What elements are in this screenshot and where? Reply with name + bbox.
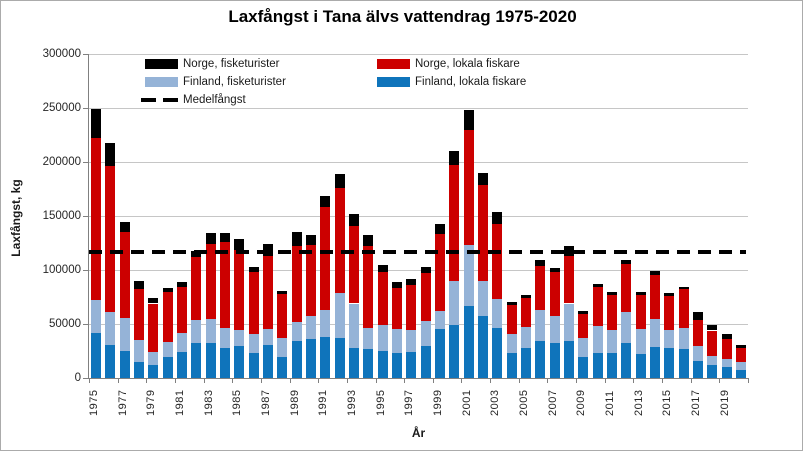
x-tick-label: 1989 bbox=[288, 389, 301, 416]
x-tick-label: 2009 bbox=[575, 389, 588, 416]
bar-2000-finland-fisketurister bbox=[449, 281, 459, 325]
bar-1986-finland-lokala-fiskare bbox=[249, 353, 259, 378]
bar-1985-finland-lokala-fiskare bbox=[234, 346, 244, 378]
bar-1989-finland-fisketurister bbox=[292, 322, 302, 340]
bar-1978-finland-fisketurister bbox=[134, 340, 144, 362]
bar-1979-finland-fisketurister bbox=[148, 352, 158, 365]
x-axis-title: År bbox=[411, 426, 426, 440]
legend-item-finland-fisketurister bbox=[145, 76, 286, 88]
x-axis-tick bbox=[433, 379, 434, 383]
bar-2015-finland-fisketurister bbox=[664, 330, 674, 348]
bar-2019-norge-lokala-fiskare bbox=[722, 339, 732, 358]
bar-1992-finland-fisketurister bbox=[335, 293, 345, 338]
bar-1981-norge-fisketurister bbox=[177, 282, 187, 287]
bar-2012-finland-lokala-fiskare bbox=[621, 343, 631, 378]
bar-1995-norge-lokala-fiskare bbox=[378, 272, 388, 325]
y-tick-label: 200000 bbox=[42, 156, 81, 168]
x-axis-tick bbox=[290, 379, 291, 383]
bar-2018-finland-fisketurister bbox=[707, 356, 717, 365]
bar-1991-norge-lokala-fiskare bbox=[320, 207, 330, 310]
bar-2014-norge-fisketurister bbox=[650, 271, 660, 275]
bar-1997-finland-fisketurister bbox=[406, 330, 416, 352]
bar-1978-finland-lokala-fiskare bbox=[134, 362, 144, 378]
bar-2007-finland-fisketurister bbox=[550, 316, 560, 344]
bar-1987-norge-lokala-fiskare bbox=[263, 256, 273, 329]
gridline bbox=[89, 54, 748, 55]
bar-2005-finland-lokala-fiskare bbox=[521, 348, 531, 378]
legend-swatch-medelfangst-dashed-line bbox=[141, 98, 178, 102]
bar-1986-norge-lokala-fiskare bbox=[249, 272, 259, 335]
bar-2007-norge-fisketurister bbox=[550, 268, 560, 271]
bar-1993-norge-lokala-fiskare bbox=[349, 226, 359, 304]
bar-2015-norge-lokala-fiskare bbox=[664, 296, 674, 330]
x-tick-label: 1991 bbox=[317, 389, 330, 416]
bar-1988-norge-fisketurister bbox=[277, 291, 287, 295]
mean-line-medelfangst bbox=[89, 250, 746, 254]
x-tick-label: 2013 bbox=[632, 389, 645, 416]
x-axis-tick bbox=[146, 379, 147, 383]
y-tick-label: 250000 bbox=[42, 102, 81, 114]
bar-1981-finland-fisketurister bbox=[177, 333, 187, 352]
bar-2020-norge-lokala-fiskare bbox=[736, 348, 746, 362]
x-tick-label: 1997 bbox=[403, 389, 416, 416]
y-tick-label: 150000 bbox=[42, 210, 81, 222]
x-tick-label: 2011 bbox=[603, 390, 616, 416]
bar-2005-norge-lokala-fiskare bbox=[521, 298, 531, 327]
bar-2004-norge-lokala-fiskare bbox=[507, 305, 517, 334]
bar-1984-norge-fisketurister bbox=[220, 233, 230, 242]
bar-1975-finland-lokala-fiskare bbox=[91, 333, 101, 378]
bar-1998-norge-fisketurister bbox=[421, 267, 431, 273]
bar-1980-norge-fisketurister bbox=[163, 288, 173, 292]
bar-1977-norge-lokala-fiskare bbox=[120, 232, 130, 317]
bar-1976-norge-lokala-fiskare bbox=[105, 166, 115, 312]
x-axis-tick bbox=[118, 379, 119, 383]
bar-1994-norge-fisketurister bbox=[363, 235, 373, 246]
x-axis-tick bbox=[576, 379, 577, 383]
bar-2016-norge-fisketurister bbox=[679, 287, 689, 290]
x-axis-tick bbox=[376, 379, 377, 383]
bar-2003-norge-fisketurister bbox=[492, 212, 502, 224]
bar-1981-finland-lokala-fiskare bbox=[177, 352, 187, 378]
bar-2012-norge-lokala-fiskare bbox=[621, 264, 631, 312]
bar-1999-finland-lokala-fiskare bbox=[435, 329, 445, 378]
bar-2016-finland-lokala-fiskare bbox=[679, 349, 689, 378]
x-tick-label: 1975 bbox=[88, 389, 101, 416]
x-tick-label: 1981 bbox=[174, 389, 187, 416]
bar-2020-finland-lokala-fiskare bbox=[736, 370, 746, 378]
bar-1989-finland-lokala-fiskare bbox=[292, 341, 302, 378]
bar-1985-norge-fisketurister bbox=[234, 239, 244, 250]
bar-2015-norge-fisketurister bbox=[664, 293, 674, 296]
bar-2004-finland-lokala-fiskare bbox=[507, 353, 517, 378]
legend-item-norge-fisketurister bbox=[145, 58, 280, 70]
bar-2007-norge-lokala-fiskare bbox=[550, 272, 560, 316]
bar-2010-norge-lokala-fiskare bbox=[593, 287, 603, 326]
x-axis-tick bbox=[633, 379, 634, 383]
bar-2014-norge-lokala-fiskare bbox=[650, 275, 660, 319]
bar-1997-norge-lokala-fiskare bbox=[406, 285, 416, 330]
gridline bbox=[89, 216, 748, 217]
bar-1980-finland-lokala-fiskare bbox=[163, 357, 173, 378]
bar-1991-finland-lokala-fiskare bbox=[320, 337, 330, 378]
x-tick-label: 2003 bbox=[489, 389, 502, 416]
bar-2001-finland-lokala-fiskare bbox=[464, 306, 474, 378]
bar-1987-finland-lokala-fiskare bbox=[263, 345, 273, 378]
bar-1988-finland-fisketurister bbox=[277, 338, 287, 357]
bar-2020-finland-fisketurister bbox=[736, 362, 746, 371]
x-axis-tick bbox=[347, 379, 348, 383]
bar-1996-norge-fisketurister bbox=[392, 282, 402, 287]
y-axis-title: Laxfångst, kg bbox=[9, 179, 23, 257]
bar-2005-norge-fisketurister bbox=[521, 295, 531, 298]
bar-1996-finland-lokala-fiskare bbox=[392, 353, 402, 378]
bar-2012-norge-fisketurister bbox=[621, 260, 631, 264]
bar-1977-finland-fisketurister bbox=[120, 318, 130, 351]
x-axis-tick bbox=[547, 379, 548, 383]
bar-1998-finland-lokala-fiskare bbox=[421, 346, 431, 378]
bar-2005-finland-fisketurister bbox=[521, 327, 531, 348]
bar-1992-finland-lokala-fiskare bbox=[335, 338, 345, 378]
x-axis-tick bbox=[89, 379, 90, 383]
bar-1975-finland-fisketurister bbox=[91, 300, 101, 333]
x-tick-label: 1999 bbox=[431, 389, 444, 416]
legend-swatch-norge-lokala-fiskare bbox=[377, 59, 410, 69]
bar-1984-norge-lokala-fiskare bbox=[220, 242, 230, 327]
x-axis-line bbox=[89, 378, 749, 379]
bar-2012-finland-fisketurister bbox=[621, 312, 631, 344]
x-axis-tick bbox=[490, 379, 491, 383]
bar-1987-finland-fisketurister bbox=[263, 329, 273, 344]
bar-1983-norge-fisketurister bbox=[206, 233, 216, 243]
x-tick-label: 1995 bbox=[374, 389, 387, 416]
y-tick-label: 50000 bbox=[49, 318, 81, 330]
bar-1989-norge-fisketurister bbox=[292, 232, 302, 246]
x-axis-tick bbox=[519, 379, 520, 383]
bar-2013-finland-lokala-fiskare bbox=[636, 354, 646, 378]
bar-2001-finland-fisketurister bbox=[464, 245, 474, 305]
bar-2006-finland-fisketurister bbox=[535, 310, 545, 341]
bar-1982-finland-lokala-fiskare bbox=[191, 343, 201, 378]
bar-1985-finland-fisketurister bbox=[234, 330, 244, 346]
bar-2011-norge-lokala-fiskare bbox=[607, 295, 617, 330]
bar-1995-finland-lokala-fiskare bbox=[378, 351, 388, 378]
bar-2004-finland-fisketurister bbox=[507, 334, 517, 353]
bar-2019-norge-fisketurister bbox=[722, 334, 732, 339]
x-axis-tick bbox=[232, 379, 233, 383]
bar-2003-finland-lokala-fiskare bbox=[492, 328, 502, 378]
bar-1978-norge-fisketurister bbox=[134, 281, 144, 290]
bar-1990-finland-lokala-fiskare bbox=[306, 339, 316, 378]
bar-2006-norge-lokala-fiskare bbox=[535, 266, 545, 310]
bar-1979-finland-lokala-fiskare bbox=[148, 365, 158, 378]
bar-2017-norge-lokala-fiskare bbox=[693, 320, 703, 346]
bar-2020-norge-fisketurister bbox=[736, 345, 746, 349]
x-axis-tick bbox=[748, 379, 749, 383]
bar-1976-finland-lokala-fiskare bbox=[105, 345, 115, 378]
bar-2002-finland-lokala-fiskare bbox=[478, 316, 488, 378]
legend-label: Norge, fisketurister bbox=[183, 58, 280, 70]
bar-1975-norge-lokala-fiskare bbox=[91, 138, 101, 301]
bar-2004-norge-fisketurister bbox=[507, 302, 517, 305]
bar-2011-finland-lokala-fiskare bbox=[607, 353, 617, 378]
bar-1978-norge-lokala-fiskare bbox=[134, 289, 144, 340]
bar-2008-finland-fisketurister bbox=[564, 304, 574, 341]
bar-2003-finland-fisketurister bbox=[492, 299, 502, 328]
bar-2019-finland-fisketurister bbox=[722, 359, 732, 368]
x-axis-tick bbox=[662, 379, 663, 383]
bar-2018-norge-fisketurister bbox=[707, 325, 717, 331]
chart-title: Laxfångst i Tana älvs vattendrag 1975-2020 bbox=[228, 7, 577, 26]
bar-2002-norge-lokala-fiskare bbox=[478, 185, 488, 281]
x-axis-tick bbox=[318, 379, 319, 383]
bar-1993-norge-fisketurister bbox=[349, 214, 359, 226]
bar-2015-finland-lokala-fiskare bbox=[664, 348, 674, 378]
bar-1980-finland-fisketurister bbox=[163, 342, 173, 357]
bar-1990-finland-fisketurister bbox=[306, 316, 316, 339]
bar-2000-finland-lokala-fiskare bbox=[449, 325, 459, 378]
legend-item-finland-lokala-fiskare bbox=[377, 76, 526, 88]
bar-2013-finland-fisketurister bbox=[636, 329, 646, 353]
bar-1992-norge-lokala-fiskare bbox=[335, 188, 345, 293]
bar-2009-finland-fisketurister bbox=[578, 338, 588, 357]
bar-2007-finland-lokala-fiskare bbox=[550, 343, 560, 378]
x-tick-label: 1993 bbox=[346, 389, 359, 416]
bar-1998-norge-lokala-fiskare bbox=[421, 273, 431, 321]
bar-2002-finland-fisketurister bbox=[478, 281, 488, 316]
bar-2010-norge-fisketurister bbox=[593, 284, 603, 287]
bar-1990-norge-lokala-fiskare bbox=[306, 245, 316, 316]
x-tick-label: 1985 bbox=[231, 389, 244, 416]
y-axis-line bbox=[88, 54, 89, 379]
bar-2017-norge-fisketurister bbox=[693, 312, 703, 320]
bar-1986-norge-fisketurister bbox=[249, 267, 259, 272]
x-axis-tick bbox=[175, 379, 176, 383]
legend-label: Finland, lokala fiskare bbox=[415, 76, 527, 88]
bar-1995-norge-fisketurister bbox=[378, 265, 388, 271]
x-tick-label: 1977 bbox=[116, 389, 129, 416]
bar-2006-finland-lokala-fiskare bbox=[535, 341, 545, 378]
bar-2008-finland-lokala-fiskare bbox=[564, 341, 574, 378]
bar-1975-norge-fisketurister bbox=[91, 109, 101, 138]
bar-1993-finland-lokala-fiskare bbox=[349, 348, 359, 378]
bar-1992-norge-fisketurister bbox=[335, 174, 345, 188]
x-axis-tick bbox=[261, 379, 262, 383]
bar-1983-finland-lokala-fiskare bbox=[206, 343, 216, 378]
bar-2001-norge-lokala-fiskare bbox=[464, 130, 474, 246]
x-axis-tick bbox=[605, 379, 606, 383]
x-axis-tick bbox=[691, 379, 692, 383]
bar-2006-norge-fisketurister bbox=[535, 260, 545, 265]
bar-2001-norge-fisketurister bbox=[464, 110, 474, 129]
bar-2010-finland-fisketurister bbox=[593, 326, 603, 353]
bar-1999-norge-fisketurister bbox=[435, 224, 445, 235]
bar-2009-finland-lokala-fiskare bbox=[578, 357, 588, 378]
y-tick-label: 300000 bbox=[42, 48, 81, 60]
bar-2017-finland-fisketurister bbox=[693, 346, 703, 361]
bar-1994-finland-fisketurister bbox=[363, 328, 373, 349]
x-tick-label: 2005 bbox=[517, 389, 530, 416]
legend-label: Medelfångst bbox=[183, 94, 246, 106]
legend-item-norge-lokala-fiskare bbox=[377, 58, 520, 70]
bar-1985-norge-lokala-fiskare bbox=[234, 250, 244, 330]
bar-1976-norge-fisketurister bbox=[105, 143, 115, 167]
bar-2013-norge-lokala-fiskare bbox=[636, 295, 646, 330]
x-axis-tick bbox=[461, 379, 462, 383]
x-tick-label: 2019 bbox=[718, 389, 731, 416]
x-tick-label: 2007 bbox=[546, 389, 559, 416]
bar-2017-finland-lokala-fiskare bbox=[693, 361, 703, 378]
bar-1993-finland-fisketurister bbox=[349, 304, 359, 348]
bar-1984-finland-fisketurister bbox=[220, 328, 230, 348]
bar-2000-norge-lokala-fiskare bbox=[449, 165, 459, 281]
bar-2014-finland-lokala-fiskare bbox=[650, 347, 660, 378]
bar-1999-finland-fisketurister bbox=[435, 311, 445, 329]
x-tick-label: 1983 bbox=[202, 389, 215, 416]
gridline bbox=[89, 108, 748, 109]
bar-1980-norge-lokala-fiskare bbox=[163, 292, 173, 342]
y-tick-label: 0 bbox=[74, 372, 81, 384]
bar-1997-finland-lokala-fiskare bbox=[406, 352, 416, 378]
x-tick-label: 2015 bbox=[661, 389, 674, 416]
bar-1986-finland-fisketurister bbox=[249, 334, 259, 353]
bar-1991-finland-fisketurister bbox=[320, 310, 330, 337]
bar-1998-finland-fisketurister bbox=[421, 321, 431, 346]
bar-1991-norge-fisketurister bbox=[320, 196, 330, 208]
bar-2009-norge-fisketurister bbox=[578, 311, 588, 314]
bar-1994-norge-lokala-fiskare bbox=[363, 246, 373, 328]
bar-2018-finland-lokala-fiskare bbox=[707, 365, 717, 379]
x-axis-tick bbox=[404, 379, 405, 383]
bar-1979-norge-fisketurister bbox=[148, 298, 158, 303]
bar-1982-norge-lokala-fiskare bbox=[191, 257, 201, 321]
bar-2011-finland-fisketurister bbox=[607, 330, 617, 353]
x-axis-tick bbox=[204, 379, 205, 383]
bar-2002-norge-fisketurister bbox=[478, 173, 488, 185]
plot-area bbox=[89, 54, 748, 378]
gridline bbox=[89, 162, 748, 163]
bar-2008-norge-lokala-fiskare bbox=[564, 256, 574, 304]
bar-2011-norge-fisketurister bbox=[607, 292, 617, 295]
bar-2018-norge-lokala-fiskare bbox=[707, 331, 717, 356]
bar-1996-finland-fisketurister bbox=[392, 329, 402, 352]
bar-2016-norge-lokala-fiskare bbox=[679, 289, 689, 327]
bar-1983-norge-lokala-fiskare bbox=[206, 244, 216, 319]
bar-1976-finland-fisketurister bbox=[105, 312, 115, 345]
bar-2009-norge-lokala-fiskare bbox=[578, 314, 588, 338]
legend-label: Norge, lokala fiskare bbox=[415, 58, 520, 70]
x-tick-label: 2001 bbox=[460, 389, 473, 416]
legend-swatch-finland-fisketurister bbox=[145, 77, 178, 87]
bar-1994-finland-lokala-fiskare bbox=[363, 349, 373, 378]
x-tick-label: 2017 bbox=[689, 389, 702, 416]
bar-1983-finland-fisketurister bbox=[206, 319, 216, 344]
bar-1999-norge-lokala-fiskare bbox=[435, 234, 445, 311]
bar-1982-finland-fisketurister bbox=[191, 320, 201, 343]
bar-1977-norge-fisketurister bbox=[120, 222, 130, 232]
x-tick-label: 1979 bbox=[145, 389, 158, 416]
bar-1989-norge-lokala-fiskare bbox=[292, 246, 302, 323]
bar-1988-finland-lokala-fiskare bbox=[277, 357, 287, 378]
x-tick-label: 1987 bbox=[260, 389, 273, 416]
bar-1984-finland-lokala-fiskare bbox=[220, 348, 230, 378]
y-tick-label: 100000 bbox=[42, 264, 81, 276]
bar-2016-finland-fisketurister bbox=[679, 328, 689, 350]
legend-swatch-finland-lokala-fiskare bbox=[377, 77, 410, 87]
legend-item-medelfangst bbox=[141, 94, 246, 106]
bar-1997-norge-fisketurister bbox=[406, 279, 416, 285]
legend-swatch-norge-fisketurister bbox=[145, 59, 178, 69]
bar-2000-norge-fisketurister bbox=[449, 151, 459, 165]
bar-1990-norge-fisketurister bbox=[306, 235, 316, 245]
bar-1981-norge-lokala-fiskare bbox=[177, 287, 187, 333]
bar-1995-finland-fisketurister bbox=[378, 325, 388, 351]
bar-2014-finland-fisketurister bbox=[650, 319, 660, 347]
bar-1979-norge-lokala-fiskare bbox=[148, 304, 158, 353]
x-axis-tick bbox=[719, 379, 720, 383]
bar-1977-finland-lokala-fiskare bbox=[120, 351, 130, 378]
bar-2013-norge-fisketurister bbox=[636, 292, 646, 295]
bar-2019-finland-lokala-fiskare bbox=[722, 367, 732, 378]
bar-1988-norge-lokala-fiskare bbox=[277, 294, 287, 338]
legend-label: Finland, fisketurister bbox=[183, 76, 286, 88]
bar-1996-norge-lokala-fiskare bbox=[392, 288, 402, 330]
bar-2003-norge-lokala-fiskare bbox=[492, 224, 502, 300]
bar-2010-finland-lokala-fiskare bbox=[593, 353, 603, 378]
